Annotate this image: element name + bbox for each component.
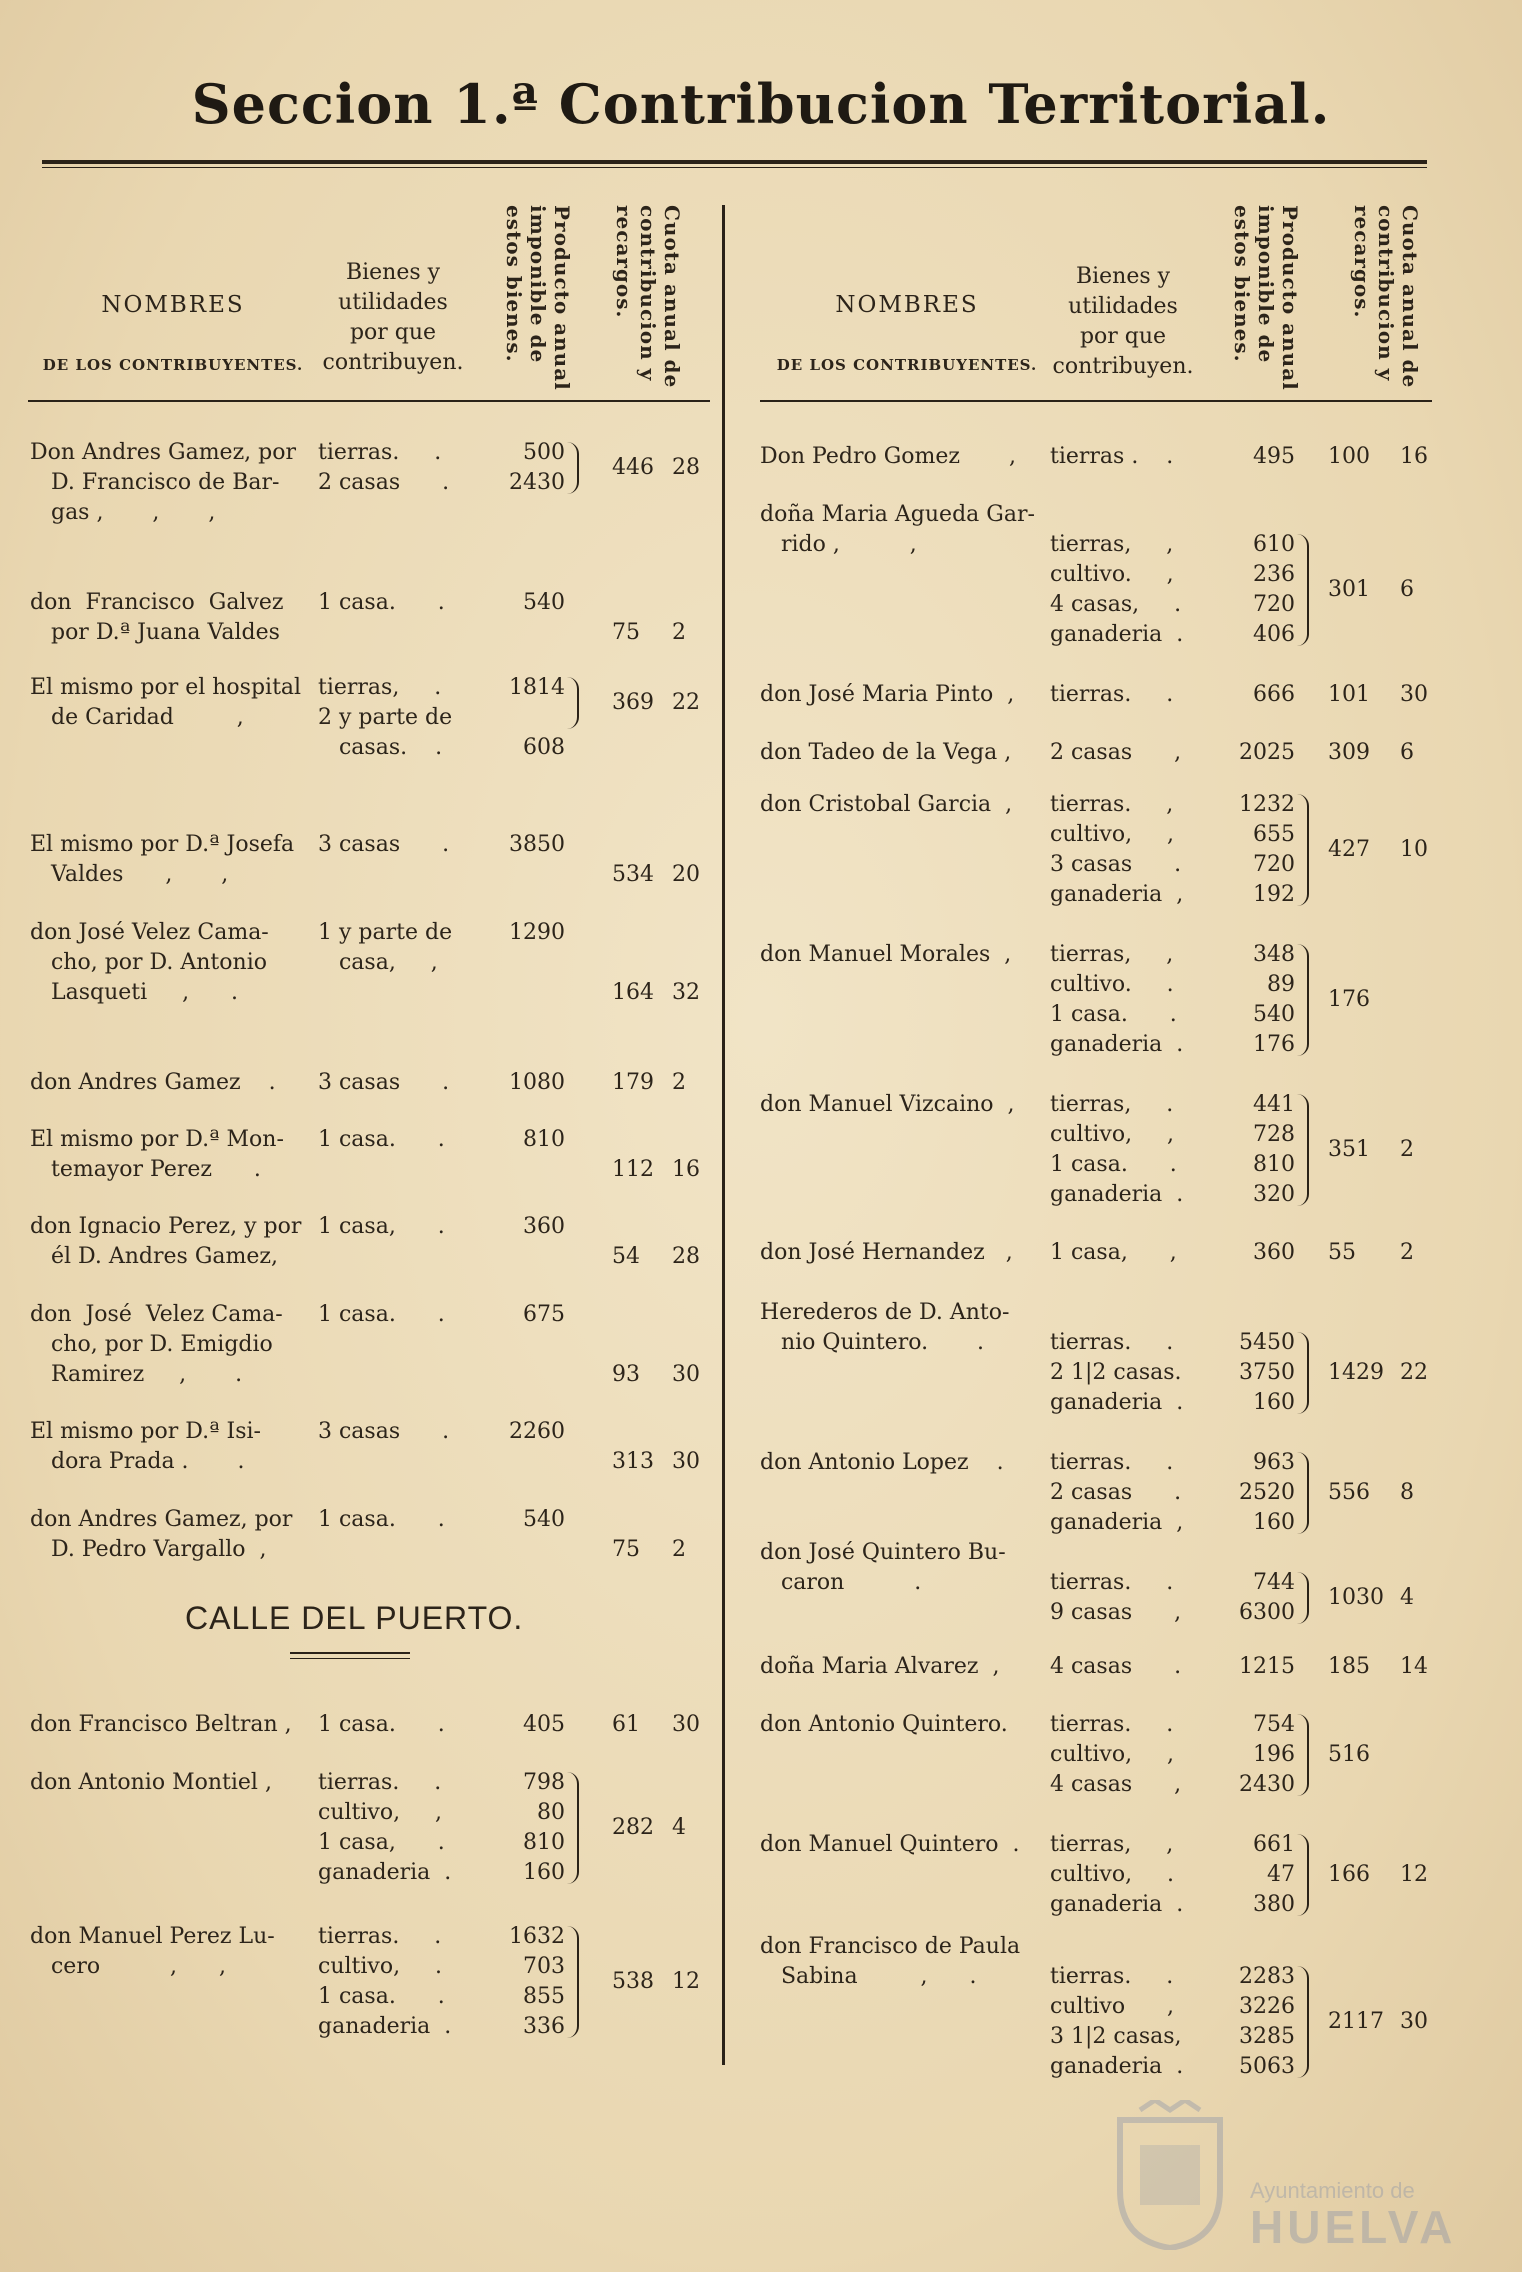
entry-name: don José Velez Cama- cho, por D. Emigdio Ramirez , . xyxy=(30,1302,283,1387)
entry-goods: tierras. . 9 casas , xyxy=(1050,1570,1182,1625)
entry-name: don Manuel Morales , xyxy=(760,942,1012,967)
entry-prod: 744 6300 xyxy=(1239,1570,1295,1625)
entry-goods: 3 casas . xyxy=(318,1070,450,1095)
subheading-rule-thin xyxy=(290,1658,410,1659)
entry-prod: 540 xyxy=(523,590,565,615)
brace-mark xyxy=(567,1926,579,2038)
entry-name: don Tadeo de la Vega , xyxy=(760,740,1012,765)
entry-name: don Andres Gamez . xyxy=(30,1070,276,1095)
entry-goods: 3 casas . xyxy=(318,1419,450,1444)
brace-mark xyxy=(1297,1452,1309,1534)
entry-name: don Cristobal Garcia , xyxy=(760,792,1013,817)
brace-mark xyxy=(1297,1572,1309,1624)
title-rule-thin xyxy=(42,167,1427,168)
header-bienes-right: Bienes y utilidades por que contribuyen. xyxy=(1052,264,1194,379)
entry-cents: 30 xyxy=(672,1712,700,1737)
brace-mark xyxy=(567,677,579,729)
entry-cents: 6 xyxy=(1400,740,1414,765)
entry-name: Don Andres Gamez, por D. Francisco de Bar- gas , , , xyxy=(30,440,296,525)
entry-goods: tierras, . cultivo, , 1 casa. . ganaderia . xyxy=(1050,1092,1184,1207)
entry-cents: 12 xyxy=(1400,1862,1428,1887)
entry-cents: 30 xyxy=(1400,2009,1428,2034)
entry-prod: 798 80 810 160 xyxy=(523,1770,565,1885)
header-producto: Producto anual imponible de estos bienes. xyxy=(502,205,574,391)
entry-cuota: 556 xyxy=(1328,1480,1370,1505)
entry-cents: 16 xyxy=(672,1157,700,1182)
header-names-subtitle-right: DE LOS CONTRIBUYENTES. xyxy=(776,356,1038,374)
entry-name: Don Pedro Gomez , xyxy=(760,444,1016,469)
entry-cents: 30 xyxy=(1400,682,1428,707)
entry-prod: 661 47 380 xyxy=(1253,1832,1295,1917)
entry-goods: tierras. . cultivo , 3 1|2 casas, ganaderia . xyxy=(1050,1964,1184,2079)
entry-goods: tierras. . 2 casas . ganaderia , xyxy=(1050,1450,1184,1535)
entry-prod: 5450 3750 160 xyxy=(1239,1330,1295,1415)
entry-goods: 2 casas , xyxy=(1050,740,1182,765)
entry-name: don José Hernandez , xyxy=(760,1240,1013,1265)
entry-goods: 1 y parte de casa, , xyxy=(318,920,453,975)
entry-cents: 16 xyxy=(1400,444,1428,469)
entry-name: El mismo por D.ª Josefa Valdes , , xyxy=(30,832,295,887)
entry-cuota: 313 xyxy=(612,1449,654,1474)
entry-goods: 1 casa. . xyxy=(318,590,445,615)
brace-mark xyxy=(1297,1966,1309,2078)
entry-cuota: 164 xyxy=(612,980,654,1005)
entry-cents: 2 xyxy=(672,1537,686,1562)
entry-prod: 675 xyxy=(523,1302,565,1327)
entry-goods: tierras. . xyxy=(1050,682,1174,707)
entry-name: don Francisco Galvez por D.ª Juana Valdes xyxy=(30,590,284,645)
entry-name: don Antonio Lopez . xyxy=(760,1450,1004,1475)
brace-mark xyxy=(1297,794,1309,906)
entry-goods: tierras. . 2 1|2 casas. ganaderia . xyxy=(1050,1330,1184,1415)
entry-cents: 4 xyxy=(1400,1585,1414,1610)
entry-goods: 1 casa, . xyxy=(318,1214,445,1239)
entry-name: doña Maria Agueda Gar- rido , , xyxy=(760,502,1035,557)
entry-cuota: 179 xyxy=(612,1070,654,1095)
brace-mark xyxy=(1297,1332,1309,1414)
entry-cuota: 93 xyxy=(612,1362,640,1387)
entry-prod: 963 2520 160 xyxy=(1239,1450,1295,1535)
entry-cents: 28 xyxy=(672,1244,700,1269)
entry-name: don José Maria Pinto , xyxy=(760,682,1015,707)
entry-name: don Andres Gamez, por D. Pedro Vargallo , xyxy=(30,1507,293,1562)
entry-cuota: 55 xyxy=(1328,1240,1356,1265)
entry-cents: 10 xyxy=(1400,837,1428,862)
entry-name: don Manuel Vizcaino , xyxy=(760,1092,1015,1117)
entry-cents: 28 xyxy=(672,455,700,480)
entry-prod: 2283 3226 3285 5063 xyxy=(1239,1964,1295,2079)
entry-cuota: 2117 xyxy=(1328,2009,1384,2034)
entry-cents: 22 xyxy=(1400,1360,1428,1385)
entry-goods: tierras, , cultivo. , 4 casas, . ganaderia . xyxy=(1050,532,1184,647)
entry-cents: 6 xyxy=(1400,577,1414,602)
entry-prod: 540 xyxy=(523,1507,565,1532)
header-cuota-right: Cuota anual de contribucion y recargos. xyxy=(1350,205,1422,389)
entry-cents: 2 xyxy=(1400,1240,1414,1265)
entry-cuota: 446 xyxy=(612,455,654,480)
entry-prod: 360 xyxy=(1253,1240,1295,1265)
entry-prod: 441 728 810 320 xyxy=(1253,1092,1295,1207)
entry-name: don Ignacio Perez, y por él D. Andres Gamez, xyxy=(30,1214,302,1269)
header-names-right xyxy=(762,292,1052,374)
entry-cuota: 534 xyxy=(612,862,654,887)
entry-cuota: 516 xyxy=(1328,1742,1370,1767)
page-title: Seccion 1.ª Contribucion Territorial. xyxy=(191,72,1331,136)
header-names xyxy=(28,292,318,374)
entry-cuota: 309 xyxy=(1328,740,1370,765)
stamp-line1: Ayuntamiento de xyxy=(1250,2178,1415,2203)
entry-name: El mismo por el hospital de Caridad , xyxy=(30,675,302,730)
entry-cuota: 75 xyxy=(612,1537,640,1562)
entry-cents: 14 xyxy=(1400,1654,1428,1679)
entry-name: don José Velez Cama- cho, por D. Antonio Lasqueti , . xyxy=(30,920,269,1005)
entry-goods: 1 casa, , xyxy=(1050,1240,1177,1265)
entry-name: doña Maria Alvarez , xyxy=(760,1654,1000,1679)
entry-goods: 1 casa. . xyxy=(318,1507,445,1532)
header-names-subtitle: DE LOS CONTRIBUYENTES. xyxy=(42,356,304,374)
entry-prod: 1232 655 720 192 xyxy=(1239,792,1295,907)
brace-mark xyxy=(1297,1094,1309,1206)
entry-cents: 30 xyxy=(672,1362,700,1387)
entry-cents: 2 xyxy=(672,1070,686,1095)
entry-cuota: 61 xyxy=(612,1712,640,1737)
entry-cents: 4 xyxy=(672,1815,686,1840)
entry-goods: 3 casas . xyxy=(318,832,450,857)
entry-prod: 495 xyxy=(1253,444,1295,469)
subheading-rule xyxy=(290,1652,410,1654)
header-names-title-right: NOMBRES xyxy=(835,292,979,318)
entry-prod: 610 236 720 406 xyxy=(1253,532,1295,647)
entry-cuota: 1030 xyxy=(1328,1585,1384,1610)
entry-cents: 2 xyxy=(672,620,686,645)
entry-goods: tierras, . 2 y parte de casas. . xyxy=(318,675,453,760)
entry-goods: tierras, , cultivo, . ganaderia . xyxy=(1050,1832,1184,1917)
entry-cuota: 166 xyxy=(1328,1862,1370,1887)
entry-cuota: 54 xyxy=(612,1244,640,1269)
entry-prod: 1215 xyxy=(1239,1654,1295,1679)
entry-cuota: 301 xyxy=(1328,577,1370,602)
entry-goods: tierras. , cultivo, , 3 casas . ganaderia , xyxy=(1050,792,1184,907)
header-bienes: Bienes y utilidades por que contribuyen. xyxy=(322,260,464,375)
municipal-stamp xyxy=(1110,2100,1457,2253)
entry-prod: 1290 xyxy=(509,920,565,945)
brace-mark xyxy=(1297,944,1309,1056)
entry-cuota: 369 xyxy=(612,690,654,715)
entry-cents: 2 xyxy=(1400,1137,1414,1162)
entry-prod: 3850 xyxy=(509,832,565,857)
entry-name: don Francisco Beltran , xyxy=(30,1712,292,1737)
entry-name: El mismo por D.ª Mon- temayor Perez . xyxy=(30,1127,284,1182)
entry-cuota: 75 xyxy=(612,620,640,645)
header-rule xyxy=(28,400,710,402)
entry-cuota: 185 xyxy=(1328,1654,1370,1679)
entry-cents: 12 xyxy=(672,1969,700,1994)
brace-mark xyxy=(1297,1834,1309,1916)
entry-goods: 1 casa. . xyxy=(318,1127,445,1152)
entry-goods: tierras. . cultivo, . 1 casa. . ganaderia . xyxy=(318,1924,452,2039)
entry-goods: tierras. . 2 casas . xyxy=(318,440,450,495)
entry-goods: 4 casas . xyxy=(1050,1654,1182,1679)
entry-name: don José Quintero Bu- caron . xyxy=(760,1540,1006,1595)
entry-name: don Manuel Quintero . xyxy=(760,1832,1020,1857)
entry-prod: 500 2430 xyxy=(509,440,565,495)
entry-goods: tierras. . cultivo, , 4 casas , xyxy=(1050,1712,1182,1797)
header-names-title: NOMBRES xyxy=(101,292,245,318)
entry-goods: 1 casa. . xyxy=(318,1712,445,1737)
entry-cents: 8 xyxy=(1400,1480,1414,1505)
entry-name: Herederos de D. Anto- nio Quintero. . xyxy=(760,1300,1010,1355)
entry-name: don Manuel Perez Lu- cero , , xyxy=(30,1924,275,1979)
entry-cents: 30 xyxy=(672,1449,700,1474)
entry-cents: 22 xyxy=(672,690,700,715)
entry-prod: 1814 608 xyxy=(509,675,565,760)
entry-prod: 2260 xyxy=(509,1419,565,1444)
entry-prod: 666 xyxy=(1253,682,1295,707)
header-cuota: Cuota anual de contribucion y recargos. xyxy=(612,205,684,389)
entry-prod: 1080 xyxy=(509,1070,565,1095)
entry-cuota: 427 xyxy=(1328,837,1370,862)
entry-cents: 32 xyxy=(672,980,700,1005)
title-rule xyxy=(42,160,1427,164)
entry-name: don Antonio Quintero. xyxy=(760,1712,1008,1737)
entry-goods: tierras. . cultivo, , 1 casa, . ganaderia . xyxy=(318,1770,452,1885)
brace-mark xyxy=(1297,1714,1309,1796)
entry-cuota: 351 xyxy=(1328,1137,1370,1162)
coat-of-arms-icon xyxy=(1110,2100,1230,2250)
entry-prod: 810 xyxy=(523,1127,565,1152)
header-rule-right xyxy=(760,400,1432,402)
entry-goods: tierras . . xyxy=(1050,444,1174,469)
entry-prod: 360 xyxy=(523,1214,565,1239)
entry-goods: 1 casa. . xyxy=(318,1302,445,1327)
brace-mark xyxy=(567,442,579,494)
column-divider xyxy=(722,205,725,2065)
entry-prod: 1632 703 855 336 xyxy=(509,1924,565,2039)
entry-name: don Francisco de Paula Sabina , . xyxy=(760,1934,1021,1989)
entry-cuota: 1429 xyxy=(1328,1360,1384,1385)
entry-cuota: 101 xyxy=(1328,682,1370,707)
entry-cuota: 538 xyxy=(612,1969,654,1994)
entry-goods: tierras, , cultivo. . 1 casa. . ganaderia . xyxy=(1050,942,1184,1057)
entry-cuota: 112 xyxy=(612,1157,654,1182)
stamp-line2: HUELVA xyxy=(1250,2201,1457,2253)
entry-prod: 348 89 540 176 xyxy=(1253,942,1295,1057)
entry-name: don Antonio Montiel , xyxy=(30,1770,272,1795)
entry-cuota: 176 xyxy=(1328,987,1370,1012)
brace-mark xyxy=(567,1772,579,1884)
entry-cuota: 100 xyxy=(1328,444,1370,469)
header-producto-right: Producto anual imponible de estos bienes. xyxy=(1230,205,1302,391)
section-subheading: CALLE DEL PUERTO. xyxy=(185,1600,524,1636)
entry-prod: 405 xyxy=(523,1712,565,1737)
entry-prod: 2025 xyxy=(1239,740,1295,765)
brace-mark xyxy=(1297,534,1309,646)
entry-prod: 754 196 2430 xyxy=(1239,1712,1295,1797)
entry-cents: 20 xyxy=(672,862,700,887)
entry-name: El mismo por D.ª Isi- dora Prada . . xyxy=(30,1419,261,1474)
entry-cuota: 282 xyxy=(612,1815,654,1840)
